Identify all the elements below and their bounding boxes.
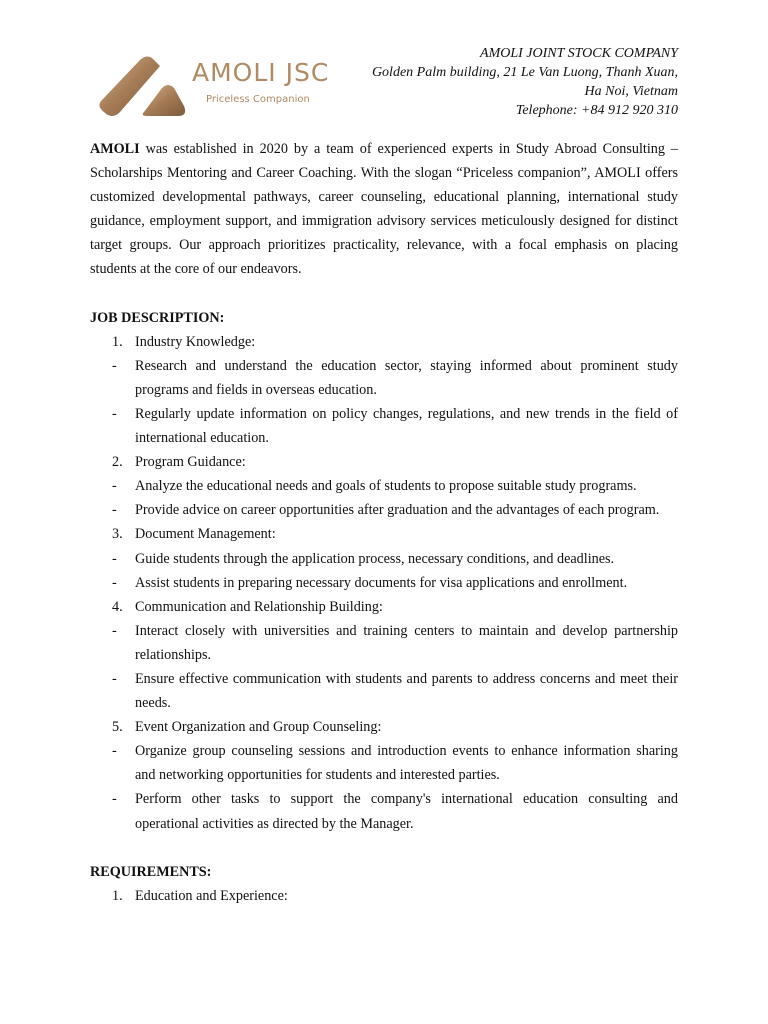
requirements-list	[90, 884, 678, 908]
list-item-text: Assist students in preparing necessary documents for visa applications and enrollment.	[135, 574, 628, 591]
logo-name: AMOLI JSC	[192, 58, 330, 87]
company-address-line2: Ha Noi, Vietnam	[584, 84, 678, 99]
list-item-text: Provide advice on career opportunities after graduation and the advantages of each program.	[135, 502, 660, 519]
numbered-heading	[90, 450, 678, 474]
dash-bullet-icon: -	[112, 670, 117, 687]
list-number: 1.	[112, 887, 123, 904]
heading-text: Document Management:	[135, 526, 276, 543]
heading-text: Communication and Relationship Building:	[135, 598, 383, 615]
logo-mark-icon	[96, 54, 188, 120]
company-address-line1: Golden Palm building, 21 Le Van Luong, Thanh Xuan,	[371, 65, 678, 80]
logo-tagline: Priceless Companion	[206, 94, 310, 105]
list-item-text: Organize group counseling sessions and introduction events to enhance information sharing and networking opportunities for students and interested parties.	[135, 743, 678, 784]
list-item-text: Guide students through the application process, necessary conditions, and deadlines.	[135, 550, 615, 567]
numbered-heading	[90, 522, 678, 546]
list-item-text: Analyze the educational needs and goals of students to propose suitable study programs.	[135, 478, 637, 495]
job-description-title: JOB DESCRIPTION:	[90, 309, 225, 326]
job-description-list	[90, 330, 678, 836]
company-logo	[96, 54, 336, 124]
heading-text: Program Guidance:	[135, 454, 246, 471]
list-item	[90, 474, 678, 498]
list-item-text: Perform other tasks to support the company's international education consulting and operational activities as directed by the Manager.	[135, 791, 678, 832]
dash-bullet-icon: -	[112, 743, 117, 760]
list-number: 3.	[112, 526, 123, 543]
dash-bullet-icon: -	[112, 357, 117, 374]
list-item	[90, 619, 678, 667]
list-item	[90, 667, 678, 715]
numbered-heading	[90, 715, 678, 739]
numbered-heading	[90, 884, 678, 908]
dash-bullet-icon: -	[112, 405, 117, 422]
company-name: AMOLI JOINT STOCK COMPANY	[480, 46, 678, 61]
document-body	[90, 137, 678, 908]
list-number: 5.	[112, 719, 123, 736]
list-item-text: Interact closely with universities and training centers to maintain and develop partnership relationships.	[135, 622, 678, 663]
numbered-heading	[90, 330, 678, 354]
list-item-text: Regularly update information on policy changes, regulations, and new trends in the field of international education.	[135, 405, 678, 447]
list-item	[90, 402, 678, 450]
dash-bullet-icon: -	[112, 574, 117, 591]
intro-company-name: AMOLI	[90, 141, 140, 157]
dash-bullet-icon: -	[112, 550, 117, 567]
requirements-title: REQUIREMENTS:	[90, 863, 212, 880]
dash-bullet-icon: -	[112, 478, 117, 495]
list-number: 4.	[112, 598, 123, 615]
list-item	[90, 498, 678, 522]
list-item-text: Research and understand the education sector, staying informed about prominent study programs and fields in overseas education.	[135, 357, 678, 398]
list-item	[90, 787, 678, 835]
list-item	[90, 547, 678, 571]
list-item	[90, 354, 678, 402]
company-telephone: Telephone: +84 912 920 310	[515, 103, 678, 118]
list-item	[90, 739, 678, 787]
heading-text: Education and Experience:	[135, 887, 288, 904]
company-info	[372, 44, 678, 120]
intro-text: was established in 2020 by a team of experienced experts in Study Abroad Consulting – Scholarships Mentoring and Career Coaching. With the slogan “Priceless companion”, AMOLI offers customized developmental pathways, career counseling, educational planning, international study guidance, employment support, and immigration advisory services meticulously designed for distinct target groups. Our approach prioritizes practicality, relevance, with a focal emphasis on placing students at the core of our endeavors.	[90, 141, 678, 278]
dash-bullet-icon: -	[112, 502, 117, 519]
heading-text: Event Organization and Group Counseling:	[135, 719, 382, 736]
list-number: 2.	[112, 454, 123, 471]
intro-paragraph	[90, 137, 678, 282]
numbered-heading	[90, 595, 678, 619]
heading-text: Industry Knowledge:	[135, 333, 256, 350]
list-number: 1.	[112, 333, 123, 350]
list-item	[90, 571, 678, 595]
list-item-text: Ensure effective communication with students and parents to address concerns and meet their needs.	[135, 670, 678, 712]
dash-bullet-icon: -	[112, 622, 117, 639]
dash-bullet-icon: -	[112, 791, 117, 808]
